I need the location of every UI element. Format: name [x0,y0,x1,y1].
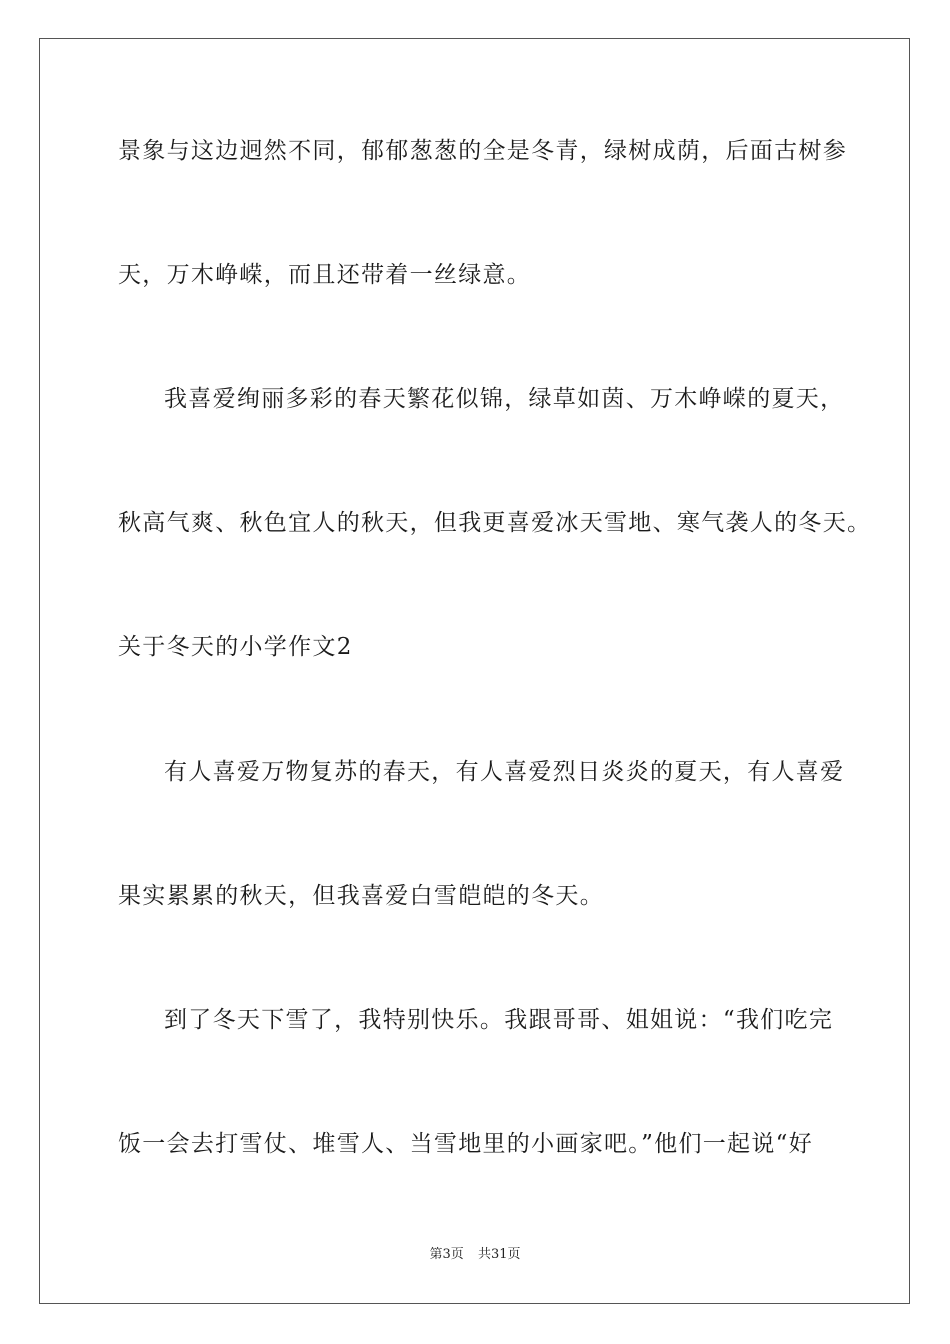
paragraph-line: 我喜爱绚丽多彩的春天繁花似锦，绿草如茵、万木峥嵘的夏天， [164,386,845,412]
section-heading: 关于冬天的小学作文2 [118,634,353,660]
paragraph-line: 有人喜爱万物复苏的春天，有人喜爱烈日炎炎的夏天，有人喜爱 [164,759,845,785]
paragraph-line: 秋高气爽、秋色宜人的秋天，但我更喜爱冰天雪地、寒气袭人的冬天。 [118,510,872,536]
page-footer [0,1246,950,1264]
paragraph-line: 饭一会去打雪仗、堆雪人、当雪地里的小画家吧。”他们一起说“好 [118,1131,814,1157]
paragraph-line: 到了冬天下雪了，我特别快乐。我跟哥哥、姐姐说：“我们吃完 [164,1007,834,1033]
page-total: 共31页 [477,1247,521,1262]
paragraph-line: 天，万木峥嵘，而且还带着一丝绿意。 [118,262,532,288]
page-border [39,38,910,1304]
page-number: 第3页 [429,1247,464,1262]
paragraph-line: 景象与这边迥然不同，郁郁葱葱的全是冬青，绿树成荫，后面古树参 [118,138,847,164]
paragraph-line: 果实累累的秋天，但我喜爱白雪皑皑的冬天。 [118,883,604,909]
